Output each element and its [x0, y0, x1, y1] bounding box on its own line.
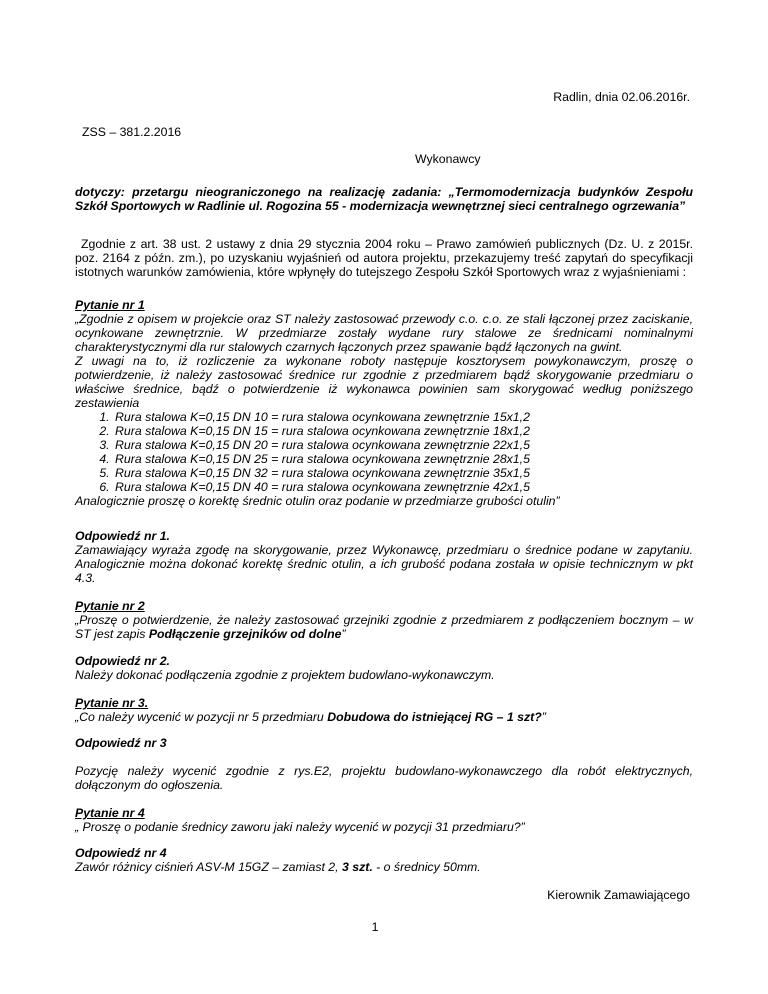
list-item: 5. Rura stalowa K=0,15 DN 32 = rura stalowa ocynkowana zewnętrznie 35x1,5	[113, 466, 693, 480]
answer-4-text-a: Zawór różnicy ciśnień ASV-M 15GZ – zamiast 2,	[75, 860, 342, 874]
answer-2	[75, 654, 693, 682]
reference-number: ZSS – 381.2.2016	[82, 125, 182, 139]
question-3-text-bold: Dobudowa do istniejącej RG – 1 szt?	[327, 710, 542, 724]
question-3-text-b: ”	[541, 710, 546, 724]
answer-1	[75, 529, 693, 585]
signature: Kierownik Zamawiającego	[547, 888, 690, 902]
question-3-text	[75, 710, 693, 724]
place-date: Radlin, dnia 02.06.2016r.	[553, 90, 690, 104]
list-item: 1. Rura stalowa K=0,15 DN 10 = rura stalowa ocynkowana zewnętrznie 15x1,2	[113, 410, 693, 424]
question-2-heading: Pytanie nr 2	[75, 599, 145, 613]
answer-2-text: Należy dokonać podłączenia zgodnie z projektem budowlano-wykonawczym.	[75, 668, 495, 682]
list-item: 4. Rura stalowa K=0,15 DN 25 = rura stalowa ocynkowana zewnętrznie 28x1,5	[113, 452, 693, 466]
question-4-heading: Pytanie nr 4	[75, 806, 145, 820]
list-item: 6. Rura stalowa K=0,15 DN 40 = rura stalowa ocynkowana zewnętrznie 42x1,5	[113, 480, 693, 494]
recipient: Wykonawcy	[415, 152, 481, 166]
answer-4	[75, 846, 693, 874]
answer-4-heading: Odpowiedź nr 4	[75, 846, 167, 860]
answer-3-text: Pozycję należy wycenić zgodnie z rys.E2, projektu budowlano-wykonawczego dla robót elektrycznych, dołączonym do ogłoszenia.	[75, 764, 693, 792]
answer-4-text-b: - o średnicy 50mm.	[372, 860, 481, 874]
question-1-text-2: Z uwagi na to, iż rozliczenie za wykonane roboty następuje kosztorysem powykonawczym, proszę o potwierdzenie, iż należy zastosować średnice rur zgodnie z przedmiarem bądź skorygowanie przedmiaru o właściwe średnice, bądź o potwierdzenie iż wykonawca powinien sam skorygować według poniższego zestawienia	[75, 354, 693, 410]
answer-3	[75, 736, 693, 750]
question-2-text	[75, 613, 693, 641]
question-1	[75, 298, 693, 508]
intro-paragraph: Zgodnie z art. 38 ust. 2 ustawy z dnia 29 stycznia 2004 roku – Prawo zamówień publicznych (Dz. U. z 2015r. poz. 2164 z późn. zm.), po uzyskaniu wyjaśnień od autora projektu, przekazujemy treść zapytań do specyfikacji istotnych warunków zamówienia, które wpłynęły do tutejszego Zespołu Szkół Sportowych wraz z wyjaśnieniami :	[75, 237, 693, 279]
question-1-heading: Pytanie nr 1	[75, 298, 145, 312]
page-number: 1	[371, 920, 379, 934]
question-1-text: „Zgodnie z opisem w projekcie oraz ST należy zastosować przewody c.o. c.o. ze stali łączonej przez zaciskanie, ocynkowane zewnętrznie. W przedmiarze zostały wydane rury stalowe ze średnicami nominalnymi charakterystycznymi dla rur stalowych czarnych łączonych przez spawanie bądź łączonych na gwint.	[75, 312, 693, 354]
subject-line: dotyczy: przetargu nieograniczonego na realizację zadania: „Termomodernizacja budynków Zespołu Szkół Sportowych w Radlinie ul. Rogozina 55 - modernizacja wewnętrznej sieci centralnego ogrzewania”	[75, 185, 693, 213]
question-2	[75, 599, 693, 641]
answer-1-heading: Odpowiedź nr 1.	[75, 529, 170, 543]
question-4-text: „ Proszę o podanie średnicy zaworu jaki należy wycenić w pozycji 31 przedmiaru?”	[75, 820, 525, 834]
answer-2-heading: Odpowiedź nr 2.	[75, 654, 170, 668]
list-item: 3. Rura stalowa K=0,15 DN 20 = rura stalowa ocynkowana zewnętrznie 22x1,5	[113, 438, 693, 452]
answer-4-text-bold: 3 szt.	[341, 860, 373, 874]
question-2-text-b: ”	[341, 627, 346, 641]
question-2-text-bold: Podłączenie grzejników od dolne	[148, 627, 342, 641]
question-3-heading: Pytanie nr 3.	[75, 696, 149, 710]
question-3-text-a: „Co należy wycenić w pozycji nr 5 przedmiaru	[75, 710, 328, 724]
list-item: 2. Rura stalowa K=0,15 DN 15 = rura stalowa ocynkowana zewnętrznie 18x1,2	[113, 424, 693, 438]
question-1-text-3: Analogicznie proszę o korektę średnic otulin oraz podanie w przedmiarze grubości otulin”	[75, 494, 560, 508]
answer-1-text: Zamawiający wyraża zgodę na skorygowanie, przez Wykonawcę, przedmiaru o średnice podane w zapytaniu. Analogicznie można dokonać korektę średnic otulin, a ich grubość podana została w opisie technicznym w pkt 4.3.	[75, 543, 693, 585]
question-4	[75, 806, 693, 834]
pipe-list	[75, 410, 693, 494]
question-2-text-a: „Proszę o potwierdzenie, że należy zastosować grzejniki zgodnie z przedmiarem z podłączeniem bocznym – w ST jest zapis	[75, 613, 693, 641]
answer-4-text	[75, 860, 693, 874]
answer-3-heading: Odpowiedź nr 3	[75, 736, 167, 750]
question-3	[75, 696, 693, 724]
